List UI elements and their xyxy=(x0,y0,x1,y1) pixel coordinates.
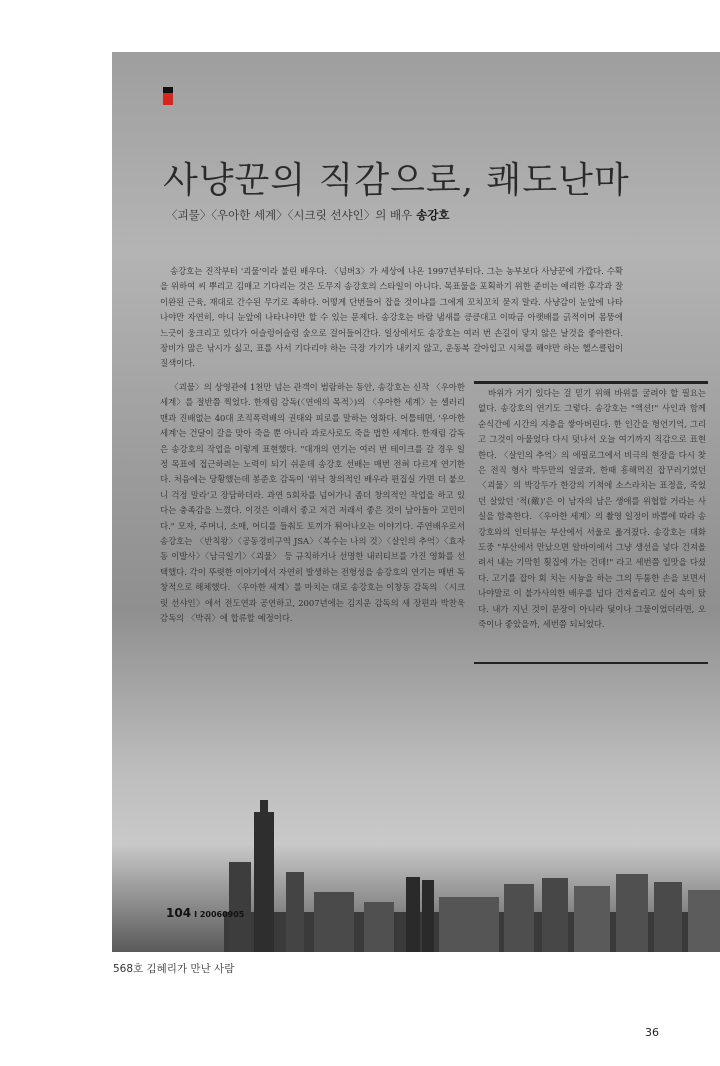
article-title: 사냥꾼의 직감으로, 쾌도난마 xyxy=(163,160,630,201)
section-marker-red xyxy=(163,93,173,105)
body-column-right xyxy=(478,386,706,658)
folio-page: 104 xyxy=(166,906,192,920)
body-paragraph-1: 송강호는 진작부터 '괴물'이라 불린 배우다. 〈넘버3〉가 세상에 나온 1997년부터다. 그는 농부보다 사냥꾼에 가깝다. 수확을 위하여 씨 뿌리고 김매고 기다리는 것은 도무지 송강호의 스타일이 아니다. 목표물을 포획하기 위한 준비는 예리한 후각과 잘 이완된 근육, 재대로 간수된 무기로 족하다. 어떻게 단번들어 잡을 것이냐를 그에게 꼬치꼬치 묻지 말라. 사냥감이 눈앞에 나타나야만 자연히, 아니 눈앞에 나타나야만 할 수 있는 문제다. 송강호는 바람 냄새를 킁킁대고 이따금 아랫배를 긁적이며 몸뚱에 느긋이 웅크리고 있다가 어슬렁어슬렁 숲으로 걸어들어간다. 일상에서도 송강호는 여러 번 손길이 닿지 않은 날것을 좋아한다. 장비가 많은 낚시가 싫고, 표를 사서 기다리야 하는 극장 가기가 내키지 않고, 운동복 갈아입고 시쳐를 해야만 하는 헬스클럽이 질색이다. xyxy=(160,266,623,369)
folio xyxy=(166,906,244,920)
subtitle-text: 〈괴물〉〈우아한 세계〉〈시크릿 선샤인〉의 배우 xyxy=(166,208,413,222)
body-paragraph-3: 바위가 거기 있다는 걸 믿기 위해 바위를 굴려야 할 필요는 없다. 송강호의 연기도 그렇다. 송강호는 "액션!" 사인과 함께 순식간에 시간의 지층을 쌓아버린다. 한 인간을 형언기억, 그리고 그것이 아물었다 다시 덧나서 오늘 여기까지 직감으로 표현한다. 〈살인의 추억〉의 에필로그에서 비극의 현장을 다시 찾은 전직 형사 박두만의 얼굴과, 한때 흥해먹진 잡꾸러기였던 〈괴물〉의 박강두가 한강의 기척에 소스라치는 표정을, 죽었던 살았던 '적(敵)'은 이 남자의 남은 생애를 위협할 거라는 사실을 함축한다. 〈우아한 세계〉의 촬영 일정이 바쁨에 따라 송강호와의 인터뷰는 부산에서 서울로 옮겨졌다. 송강호는 대화 도중 "부산에서 만났으면 알바이에서 그냥 생선을 넣다 건져올려서 내는 기막힌 횟집에 가는 건데!" 라고 세번쯤 입맛을 다셨다. 고기를 잡아 회 치는 시늉을 하는 그의 두툼한 손을 보면서 나야말로 이 불가사의한 배우를 넙다 건져올리고 싶어 속이 탔다. 내가 지닌 것이 문장이 아니라 덫이나 그물이었더라면, 오죽이나 좋았을까, 세번쯤 되뇌었다. xyxy=(478,388,706,630)
page-number: 36 xyxy=(645,1026,659,1039)
city-skyline-image xyxy=(224,792,720,952)
subject-name: 송강호 xyxy=(416,208,450,222)
body-column-left xyxy=(160,380,465,652)
body-column-top xyxy=(160,264,623,384)
body-paragraph-2: 〈괴물〉의 상영관에 1천만 넘는 관객이 범람하는 동안, 송강호는 신작 〈우아한 세계〉를 절반쯤 찍었다. 한재림 감독(〈연애의 목적〉)의 〈우아한 세계〉는 셀러리맨과 진배없는 40대 조직폭력배의 권태와 피로를 말하는 영화다. 어틀테면, '우아한 세계'는 건달이 갈을 맞아 죽을 뿐 아니라 과로사로도 죽을 법한 세계다. 한재림 감독은 송강호의 작업을 이렇게 표현했다. "대개의 연기는 여러 번 테이크를 갈 경우 일정 목표에 접근하려는 노력이 되기 쉬운데 송강호 선배는 매번 전혀 다르게 연기한다. 처음에는 당황했는데 봉준호 감독이 '위낙 창의적인 배우라 편집실 가면 더 붙으니 걱정 말라'고 장담하더라. 과연 5회차를 넘어가니 좀더 창의적인 작업을 하고 있다는 충족감을 느꼈다. 이것은 이래서 좋고 저건 저래서 좋은 것이 남아돌아 고민이다." 모자, 주머니, 소매, 어디를 들춰도 토끼가 튀어나오는 이야기다. 주연배우로서 송강호는 〈반칙왕〉〈공동경비구역 JSA〉〈복수는 나의 것〉〈살인의 추억〉〈효자동 이발사〉〈남극일기〉〈괴물〉 등 규칙하거나 선명한 내러티브를 가진 영화를 선택했다. 각이 뚜렷한 이야기에서 자연히 발생하는 전형성을 송강호의 연기는 매번 독창적으로 해체했다. 〈우아한 세계〉를 마치는 대로 송강호는 이창동 감독의 〈시크릿 선샤인〉에서 전도연과 공연하고, 2007년에는 김지운 감독의 새 장편과 박찬욱 감독의 〈박쥐〉에 합류할 예정이다. xyxy=(160,382,465,624)
article-subtitle xyxy=(166,207,566,223)
folio-date: I 20060905 xyxy=(194,910,245,919)
issue-caption: 568호 김혜리가 만난 사람 xyxy=(113,963,235,975)
